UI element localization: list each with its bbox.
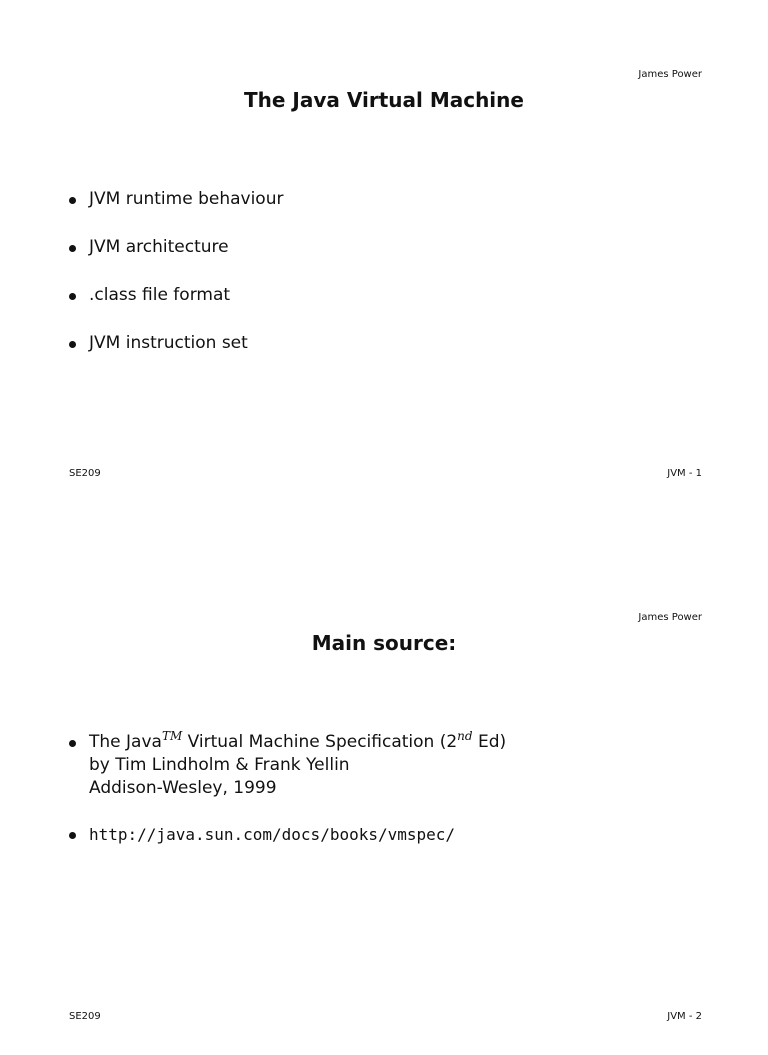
book-title-prefix: The Java <box>89 732 162 752</box>
book-publisher: Addison-Wesley, 1999 <box>89 778 277 798</box>
bullet-text: JVM architecture <box>89 237 229 257</box>
list-item <box>68 332 708 355</box>
author-name: James Power <box>638 69 702 80</box>
bullet-list <box>68 731 708 870</box>
edition-superscript: nd <box>457 729 473 743</box>
bullet-icon <box>69 293 76 300</box>
book-reference <box>89 731 708 800</box>
slide-title: Main source: <box>311 631 457 655</box>
bullet-icon <box>69 341 76 348</box>
bullet-icon <box>69 197 76 204</box>
bullet-list <box>68 188 708 380</box>
list-item <box>68 284 708 307</box>
list-item <box>68 236 708 259</box>
slide-title: The Java Virtual Machine <box>244 88 524 112</box>
slide-2 <box>0 543 768 1055</box>
slide-1 <box>0 0 768 512</box>
course-code: SE209 <box>69 1011 101 1022</box>
page-number: JVM - 1 <box>667 468 702 479</box>
source-url: http://java.sun.com/docs/books/vmspec/ <box>89 825 456 844</box>
book-authors: by Tim Lindholm & Frank Yellin <box>89 755 350 775</box>
book-title-end: Ed) <box>472 732 507 752</box>
trademark-superscript: TM <box>161 729 183 743</box>
course-code: SE209 <box>69 468 101 479</box>
bullet-text: .class file format <box>89 285 231 305</box>
list-item <box>68 823 708 847</box>
list-item <box>68 731 708 800</box>
bullet-icon <box>69 245 76 252</box>
author-name: James Power <box>638 612 702 623</box>
page-number: JVM - 2 <box>667 1011 702 1022</box>
bullet-icon <box>69 740 76 747</box>
bullet-icon <box>69 832 76 839</box>
list-item <box>68 188 708 211</box>
bullet-text: JVM runtime behaviour <box>89 189 284 209</box>
book-title-middle: Virtual Machine Specification (2 <box>182 732 458 752</box>
bullet-text: JVM instruction set <box>89 333 248 353</box>
